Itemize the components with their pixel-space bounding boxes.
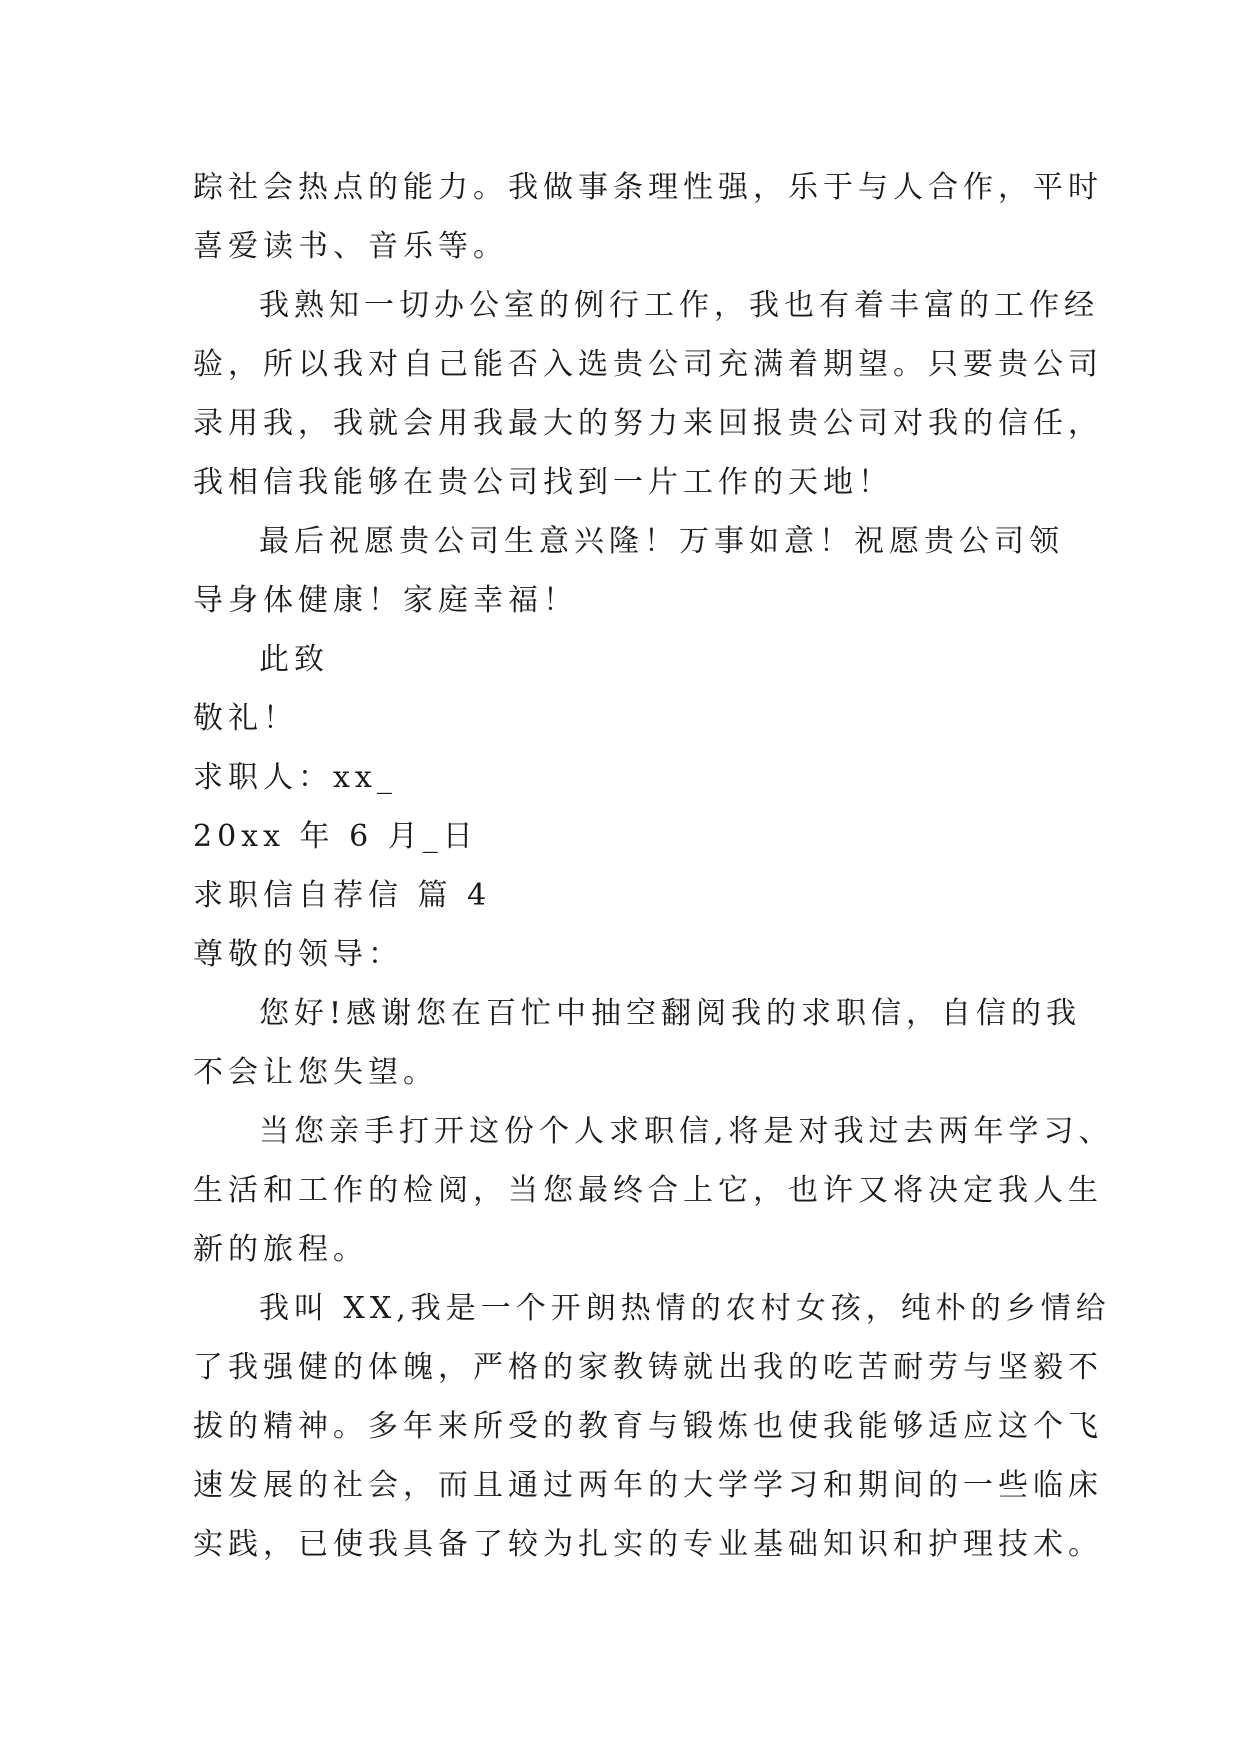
text-line: 拔的精神。多年来所受的教育与锻炼也使我能够适应这个飞 bbox=[193, 1409, 1103, 1444]
text-line: 踪社会热点的能力。我做事条理性强，乐于与人合作，平时 bbox=[193, 170, 1103, 205]
text-line: 不会让您失望。 bbox=[193, 1055, 438, 1090]
text-line: 敬礼！ bbox=[193, 701, 298, 736]
text-line: 求职人：xx_ bbox=[193, 760, 397, 795]
text-line: 生活和工作的检阅，当您最终合上它，也许又将决定我人生 bbox=[193, 1173, 1103, 1208]
text-line: 我叫 XX,我是一个开朗热情的农村女孩，纯朴的乡情给 bbox=[259, 1291, 1111, 1326]
text-line: 此致 bbox=[259, 642, 329, 677]
text-line: 我熟知一切办公室的例行工作，我也有着丰富的工作经 bbox=[259, 288, 1099, 323]
text-line: 尊敬的领导： bbox=[193, 937, 403, 972]
text-line: 速发展的社会，而且通过两年的大学学习和期间的一些临床 bbox=[193, 1468, 1103, 1503]
letter-body bbox=[193, 158, 1114, 1574]
text-line: 求职信自荐信 篇 4 bbox=[193, 878, 492, 913]
text-line: 实践，已使我具备了较为扎实的专业基础知识和护理技术。 bbox=[193, 1527, 1103, 1562]
text-line: 录用我，我就会用我最大的努力来回报贵公司对我的信任， bbox=[193, 406, 1103, 441]
text-line: 新的旅程。 bbox=[193, 1232, 368, 1267]
text-line: 了我强健的体魄，严格的家教铸就出我的吃苦耐劳与坚毅不 bbox=[193, 1350, 1103, 1385]
text-line: 导身体健康！家庭幸福！ bbox=[193, 583, 578, 618]
text-line: 当您亲手打开这份个人求职信,将是对我过去两年学习、 bbox=[259, 1114, 1114, 1149]
text-line: 喜爱读书、音乐等。 bbox=[193, 229, 508, 264]
text-line: 您好!感谢您在百忙中抽空翻阅我的求职信，自信的我 bbox=[259, 996, 1082, 1031]
text-line: 验，所以我对自己能否入选贵公司充满着期望。只要贵公司 bbox=[193, 347, 1103, 382]
text-line: 我相信我能够在贵公司找到一片工作的天地！ bbox=[193, 465, 893, 500]
text-line: 最后祝愿贵公司生意兴隆！万事如意！祝愿贵公司领 bbox=[259, 524, 1064, 559]
text-line: 20xx 年 6 月_日 bbox=[193, 819, 478, 854]
